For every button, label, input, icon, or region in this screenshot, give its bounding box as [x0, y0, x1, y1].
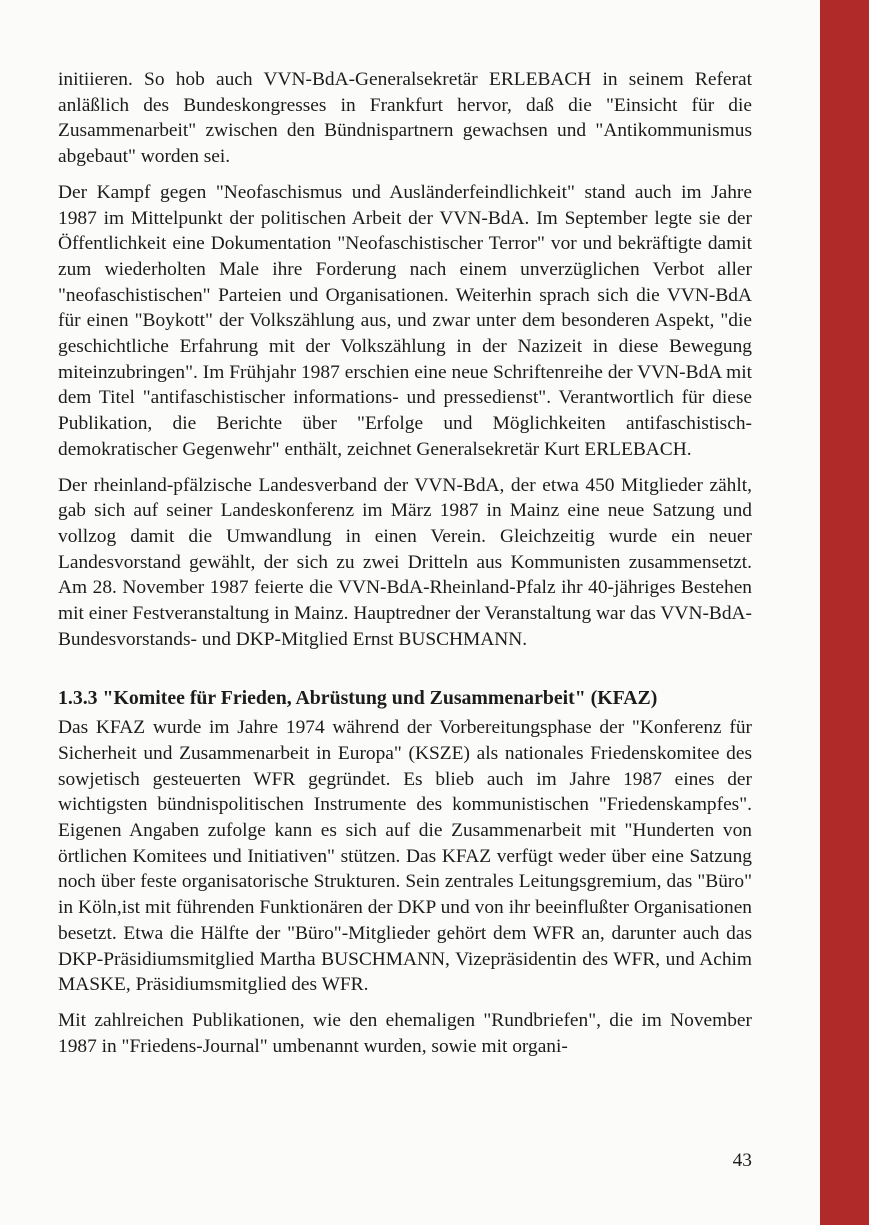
page-number: 43 [732, 1150, 752, 1171]
paragraph-vvn-neofaschismus: Der Kampf gegen "Neofaschismus und Ausländerfeindlichkeit" stand auch im Jahre 1987 im Mittelpunkt der politischen Arbeit der VVN-BdA. Im September legte sie der Öffentlichkeit eine Dokumentation "Neofaschistischer Terror" vor und bekräftigte damit zum wiederholten Male ihre Forderung nach einem unverzüglichen Verbot aller "neofaschistischen" Parteien und Organisationen. Weiterhin sprach sich die VVN-BdA für einen "Boykott" der Volkszählung aus, und zwar unter dem besonderen Aspekt, "die geschichtliche Erfahrung mit der Volkszählung in der Nazizeit in diese Bewegung miteinzubringen". Im Frühjahr 1987 erschien eine neue Schriftenreihe der VVN-BdA mit dem Titel "antifaschistischer informations- und pressedienst". Verantwortlich für diese Publikation, die Berichte über "Erfolge und Möglichkeiten antifaschistisch-demokratischer Gegenwehr" enthält, zeichnet Generalsekretär Kurt ERLEBACH. [58, 181, 752, 460]
section-heading-kfaz: 1.3.3 "Komitee für Frieden, Abrüstung und Zusammenarbeit" (KFAZ) [58, 687, 658, 710]
paragraph-vvn-rheinland-pfalz: Der rheinland-pfälzische Landesverband der VVN-BdA, der etwa 450 Mitglieder zählt, gab sich auf seiner Landeskonferenz im März 1987 in Mainz eine neue Satzung und vollzog damit die Umwandlung in einen Verein. Gleichzeitig wurde ein neuer Landesvorstand gewählt, der sich zu zwei Dritteln aus Kommunisten zusammensetzt. Am 28. November 1987 feierte die VVN-BdA-Rheinland-Pfalz ihr 40-jähriges Bestehen mit einer Festveranstaltung in Mainz. Hauptredner der Veranstaltung war das VVN-BdA-Bundesvorstands- und DKP-Mitglied Ernst BUSCHMANN. [58, 474, 752, 650]
red-edge-bar [820, 0, 869, 1225]
paragraph-kfaz-gruendung: Das KFAZ wurde im Jahre 1974 während der Vorbereitungsphase der "Konferenz für Sicherheit und Zusammenarbeit in Europa" (KSZE) als nationales Friedenskomitee des sowjetisch gesteuerten WFR gegründet. Es blieb auch im Jahre 1987 eines der wichtigsten bündnispolitischen Instrumente des kommunistischen "Friedenskampfes". Eigenen Angaben zufolge kann es sich auf die Zusammenarbeit mit "Hunderten von örtlichen Komitees und Initiativen" stützen. Das KFAZ verfügt weder über eine Satzung noch über feste organisatorische Strukturen. Sein zentrales Leitungsgremium, das "Büro" in Köln,ist mit führenden Funktionären der DKP und von ihr beeinflußter Organisationen besetzt. Etwa die Hälfte der "Büro"-Mitglieder gehört dem WFR an, darunter auch das DKP-Präsidiumsmitglied Martha BUSCHMANN, Vizepräsidentin des WFR, und Achim MASKE, Präsidiumsmitglied des WFR. [58, 717, 752, 996]
page-body [58, 67, 752, 1069]
paragraph-kfaz-publikationen: Mit zahlreichen Publikationen, wie den ehemaligen "Rundbriefen", die im November 1987 in "Friedens-Journal" umbenannt wurden, sowie mit organi- [58, 1009, 752, 1057]
paragraph-vvn-referat: initiieren. So hob auch VVN-BdA-Generalsekretär ERLEBACH in seinem Referat anläßlich des Bundeskongresses in Frankfurt hervor, daß die "Einsicht für die Zusammenarbeit" zwischen den Bündnispartnern gewachsen und "Antikommunismus abgebaut" worden sei. [58, 69, 752, 168]
